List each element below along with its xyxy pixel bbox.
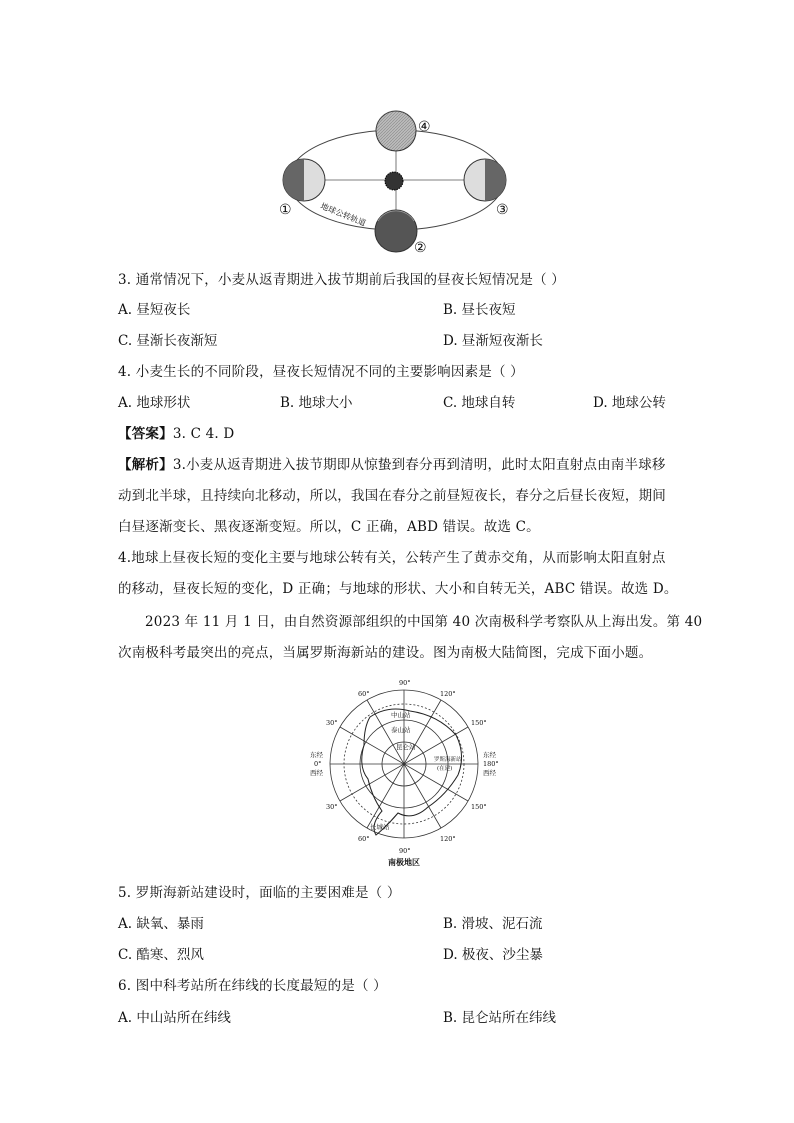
q3-option-c: C. 昼渐长夜渐短	[118, 333, 218, 349]
tick-east-right: 东经	[483, 751, 496, 759]
tick-0: 0°	[314, 760, 322, 768]
tick-150-bottom: 150°	[471, 803, 487, 811]
q5-stem: 5. 罗斯海新站建设时，面临的主要困难是（ ）	[118, 885, 401, 901]
tick-30-left: 30°	[326, 719, 338, 727]
figure1-label-3: ③	[496, 202, 509, 218]
earth-2	[375, 210, 417, 252]
station-ross-sea-note: (在建)	[437, 766, 453, 772]
sun-icon	[385, 172, 403, 190]
tick-90-top: 90°	[399, 679, 411, 687]
answer-text: 3. C 4. D	[172, 426, 235, 442]
q4-option-a: A. 地球形状	[118, 395, 191, 411]
q5-option-c: C. 酷寒、烈风	[118, 947, 204, 963]
q5-option-a: A. 缺氧、暴雨	[118, 916, 204, 932]
analysis-line-4: 4.地球上昼夜长短的变化主要与地球公转有关，公转产生了黄赤交角，从而影响太阳直射点	[118, 550, 666, 566]
q6-option-a: A. 中山站所在纬线	[118, 1010, 231, 1026]
q5-option-d: D. 极夜、沙尘暴	[443, 947, 543, 963]
q4-option-c: C. 地球自转	[443, 395, 516, 411]
tick-30-bottom: 30°	[326, 803, 338, 811]
figure1-label-1: ①	[279, 202, 292, 218]
tick-60-bottom: 60°	[358, 835, 370, 843]
answer-line	[118, 424, 234, 444]
tick-east-left: 东经	[310, 751, 323, 759]
q3-option-a: A. 昼短夜长	[118, 302, 191, 318]
antarctica-map	[298, 675, 510, 868]
earth-3	[464, 159, 506, 201]
station-zhongshan: 中山站	[391, 711, 411, 719]
figure1-label-4: ④	[418, 119, 431, 135]
analysis-line-3: 白昼逐渐变长、黑夜逐渐变短。所以，C 正确，ABD 错误。故选 C。	[118, 519, 540, 535]
earth-4	[376, 111, 416, 151]
tick-60-top: 60°	[358, 690, 370, 698]
analysis-line-5: 的移动，昼夜长短的变化，D 正确；与地球的形状、大小和自转无关，ABC 错误。故选 D。	[118, 581, 678, 597]
station-kunlun: 昆仑站	[396, 743, 416, 751]
tick-120-bottom: 120°	[440, 835, 456, 843]
antarctica-landmass	[362, 709, 462, 835]
q3-stem: 3. 通常情况下，小麦从返青期进入拔节期前后我国的昼夜长短情况是（ ）	[118, 272, 565, 288]
q3-option-d: D. 昼渐短夜渐长	[443, 333, 543, 349]
tick-90-bottom: 90°	[399, 847, 411, 855]
q6-option-b: B. 昆仑站所在纬线	[443, 1010, 557, 1026]
q4-stem: 4. 小麦生长的不同阶段，昼夜长短情况不同的主要影响因素是（ ）	[118, 364, 524, 380]
q6-stem: 6. 图中科考站所在纬线的长度最短的是（ ）	[118, 978, 387, 994]
passage-line-1: 2023 年 11 月 1 日，由自然资源部组织的中国第 40 次南极科学考察队从上海出发。第 40	[145, 614, 703, 630]
map-caption: 南极地区	[388, 857, 420, 867]
analysis-line-1	[118, 455, 666, 475]
orbit-text: 地球公转轨道	[319, 201, 368, 228]
station-ross-sea: 罗斯海新站	[434, 757, 462, 763]
tick-180: 180°	[483, 760, 499, 768]
station-taishan: 泰山站	[391, 726, 411, 734]
q4-option-b: B. 地球大小	[280, 395, 353, 411]
station-great-wall: 长城站	[370, 823, 390, 831]
figure1-label-2: ②	[414, 240, 427, 256]
tick-120-top: 120°	[440, 690, 456, 698]
tick-150-right: 150°	[471, 719, 487, 727]
answer-label: 【答案】	[118, 426, 173, 442]
earth-orbit-figure	[278, 104, 518, 262]
passage-line-2: 次南极科考最突出的亮点，当属罗斯海新站的建设。图为南极大陆简图，完成下面小题。	[118, 645, 653, 661]
analysis-text-1: 3.小麦从返青期进入拔节期即从惊蛰到春分再到清明，此时太阳直射点由南半球移	[172, 457, 666, 473]
q5-option-b: B. 滑坡、泥石流	[443, 916, 543, 932]
q4-option-d: D. 地球公转	[593, 395, 666, 411]
tick-west-left: 西经	[310, 769, 323, 777]
analysis-line-2: 动到北半球，且持续向北移动，所以，我国在春分之前昼短夜长，春分之后昼长夜短，期间	[118, 488, 666, 504]
q3-option-b: B. 昼长夜短	[443, 302, 516, 318]
tick-west-right: 西经	[483, 769, 496, 777]
analysis-label: 【解析】	[118, 457, 173, 473]
earth-1	[283, 159, 325, 201]
